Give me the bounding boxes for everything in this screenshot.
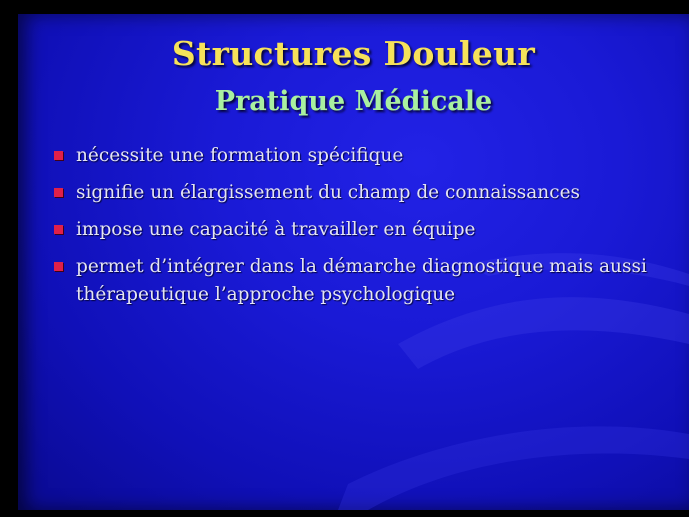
bullet-text: impose une capacité à travailler en équipe <box>76 219 476 240</box>
slide-subtitle: Pratique Médicale <box>214 86 493 117</box>
slide-title: Structures Douleur <box>171 34 536 73</box>
bullet-list <box>48 142 648 318</box>
square-bullet-icon <box>54 188 63 197</box>
bullet-item <box>48 142 648 170</box>
bullet-item <box>48 253 648 309</box>
bullet-text: permet d’intégrer dans la démarche diagnostique mais aussi thérapeutique l’approche psychologique <box>76 256 647 305</box>
presentation-slide <box>18 14 689 510</box>
bullet-text: nécessite une formation spécifique <box>76 145 404 166</box>
square-bullet-icon <box>54 151 63 160</box>
bullet-item <box>48 216 648 244</box>
bullet-item <box>48 179 648 207</box>
square-bullet-icon <box>54 262 63 271</box>
square-bullet-icon <box>54 225 63 234</box>
bullet-text: signifie un élargissement du champ de connaissances <box>76 182 581 203</box>
